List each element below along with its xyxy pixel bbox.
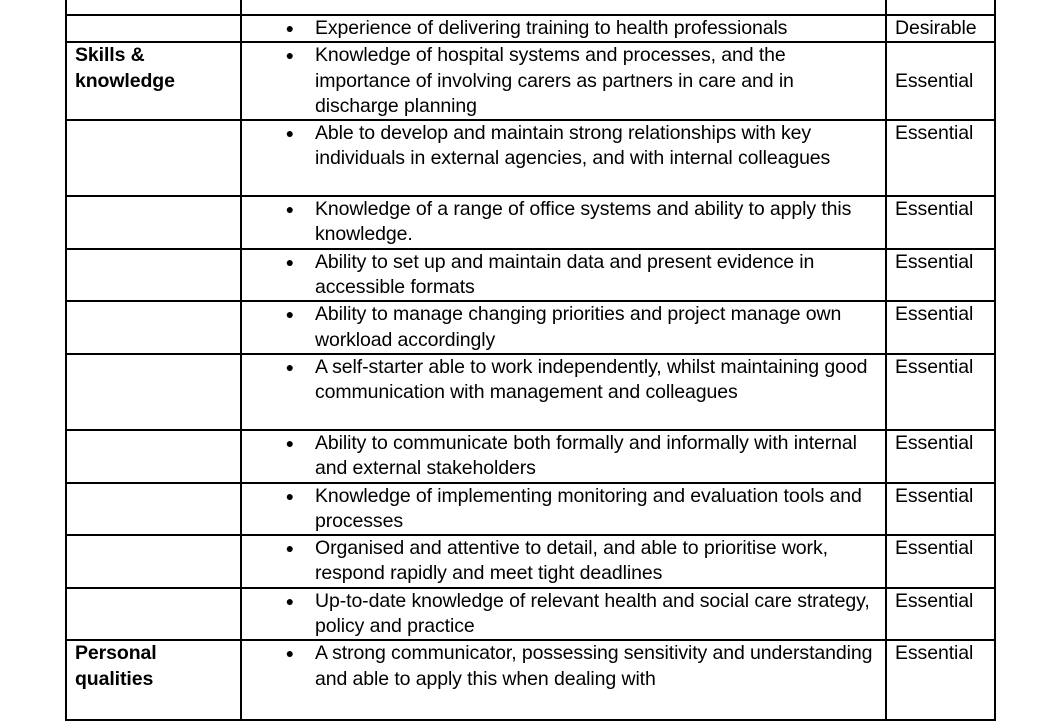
bullet-icon: ●: [285, 592, 294, 609]
level-cell: Essential: [886, 120, 995, 196]
category-cell: [66, 249, 241, 302]
person-specification-table: [65, 0, 996, 721]
table-row: [66, 640, 995, 720]
table-row: [66, 430, 995, 483]
criterion-item: [242, 355, 879, 406]
criterion-item: [242, 302, 879, 353]
category-cell: [66, 483, 241, 536]
criterion-item: [242, 197, 879, 248]
table-row: [66, 249, 995, 302]
level-cell: Essential: [886, 354, 995, 430]
criterion-item: [242, 589, 879, 640]
bullet-icon: ●: [285, 358, 294, 375]
criterion-item: [242, 484, 879, 535]
table-row: [66, 301, 995, 354]
bullet-icon: ●: [285, 306, 294, 323]
criterion-cell: [241, 120, 886, 196]
level-cell: Essential: [886, 588, 995, 641]
level-cell: Essential: [886, 483, 995, 536]
criterion-cell: [241, 430, 886, 483]
criterion-cell: [241, 588, 886, 641]
criterion-text: Ability to manage changing priorities and project manage own workload accordingly: [315, 303, 842, 351]
criterion-text: A self-starter able to work independently, whilst maintaining good communication with management and colleagues: [315, 355, 868, 404]
category-cell: [66, 120, 241, 196]
criterion-item: [242, 250, 879, 301]
level-cell: Essential: [886, 301, 995, 354]
criterion-cell: [241, 196, 886, 249]
category-cell: [66, 588, 241, 641]
category-cell: [66, 0, 241, 15]
table-row: [66, 0, 995, 15]
category-cell: [66, 301, 241, 354]
level-cell: Essential: [886, 249, 995, 302]
level-cell: Desirable: [886, 15, 995, 42]
bullet-icon: ●: [285, 20, 294, 36]
table-row: [66, 196, 995, 249]
category-cell: [66, 354, 241, 430]
bullet-icon: ●: [285, 125, 294, 142]
criterion-item: [242, 641, 879, 692]
category-cell: Personal qualities: [66, 640, 241, 720]
bullet-icon: ●: [285, 47, 294, 64]
table-row: [66, 120, 995, 196]
criterion-text: Ability to set up and maintain data and present evidence in accessible formats: [315, 250, 815, 299]
bullet-icon: ●: [285, 434, 294, 451]
level-cell: Essential: [886, 640, 995, 720]
bullet-icon: ●: [285, 645, 294, 662]
level-cell: Essential: [886, 196, 995, 249]
criterion-text: Knowledge of hospital systems and processes, and the importance of involving carers as partners in care and in discharge planning: [315, 44, 794, 117]
criterion-item: [242, 536, 879, 587]
criterion-item: [242, 43, 879, 119]
criterion-text: Ability to communicate both formally and informally with internal and external stakeholders: [315, 431, 857, 480]
criterion-cell: [241, 301, 886, 354]
table-row: [66, 483, 995, 536]
category-cell: Skills & knowledge: [66, 42, 241, 120]
level-cell: Essential: [886, 535, 995, 588]
criterion-item: [242, 121, 879, 172]
criterion-cell: [241, 249, 886, 302]
criterion-cell: [241, 640, 886, 720]
criterion-item: [242, 16, 879, 41]
criterion-cell: [241, 15, 886, 42]
table-body: [66, 0, 995, 720]
table-row: [66, 354, 995, 430]
table-row: [66, 535, 995, 588]
criterion-text: Knowledge of implementing monitoring and evaluation tools and processes: [315, 484, 862, 532]
criterion-cell: [241, 354, 886, 430]
criterion-text: A strong communicator, possessing sensitivity and understanding and able to apply this when dealing with: [315, 642, 873, 690]
criterion-text: Knowledge of a range of office systems and ability to apply this knowledge.: [315, 198, 852, 246]
criterion-cell: [241, 0, 886, 15]
bullet-icon: ●: [285, 487, 294, 504]
criterion-cell: [241, 535, 886, 588]
table-row: [66, 588, 995, 641]
criterion-text: Organised and attentive to detail, and able to prioritise work, respond rapidly and meet tight deadlines: [315, 537, 828, 585]
category-cell: [66, 15, 241, 42]
bullet-icon: ●: [285, 540, 294, 557]
criterion-cell: [241, 42, 886, 120]
criterion-cell: [241, 483, 886, 536]
category-cell: [66, 196, 241, 249]
level-cell: Essential: [886, 42, 995, 120]
table-row: [66, 42, 995, 120]
criterion-text: Able to develop and maintain strong relationships with key individuals in external agencies, and with internal colleagues: [315, 122, 831, 170]
category-cell: [66, 535, 241, 588]
level-cell: Essential: [886, 430, 995, 483]
category-cell: [66, 430, 241, 483]
bullet-icon: ●: [285, 253, 294, 270]
criterion-item: [242, 431, 879, 482]
criterion-text: Experience of delivering training to health professionals: [315, 17, 788, 39]
criterion-text: Up-to-date knowledge of relevant health and social care strategy, policy and practice: [315, 589, 870, 638]
level-cell: [886, 0, 995, 15]
bullet-icon: ●: [285, 201, 294, 218]
table-row: [66, 15, 995, 42]
